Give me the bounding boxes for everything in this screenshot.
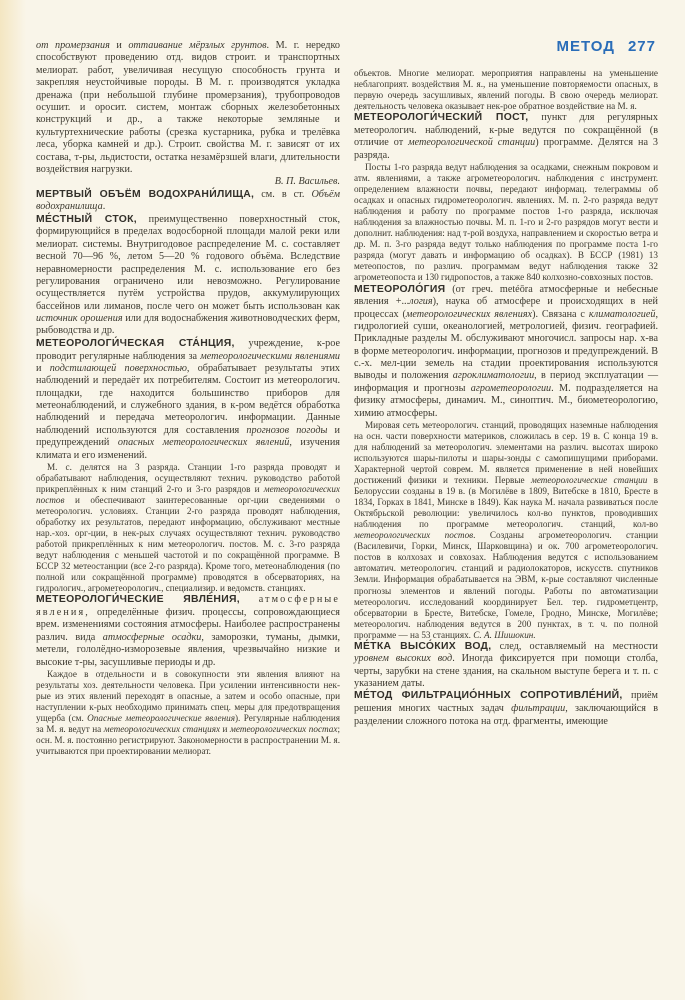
entry-body: пункт для регулярных метеорологич. наблюдений, к-рые ведутся по сокращённой (в отличие от метеорологической станции) программе. Делятся на 3 разряда. [354,112,659,161]
entry-body: определённые физич. процессы, сопровождающиеся врем. изменениями состояния атмосферы. Наиболее распространены различ. вида атмосферные осадки, заморозки, туманы, дымки, метели, гололёдно-изморозевые явления, чрезвычайно низкие и высокие т-ры, засушливые периоды и др. [36,607,340,668]
text-columns [36,40,658,757]
headword: МЕТЕОРОЛОГИ́ЧЕСКИЙ ПОСТ, [354,112,529,124]
entry-small-body: Мировая сеть метеорологич. станций, проводящих наземные наблюдения на осн. части поверхности материков, сложилась в сер. 19 в. С конца 19 в. для наблюдений за метеорологич. элементами на различ. высотах широко используются шары-пилоты и шары-зонды с самопишущими приборами. Характерной чертой соврем. М. является применение в ней новейших достижений физики и техники. Первые метеорологические станции в Белоруссии созданы в 19 в. (в Могилёве в 1809, Витебске в 1810, Бресте в 1834, Горках в 1841, Минске в 1849). Как наука М. начала развиваться после Октябрьской революции: увеличилось кол-во пунктов, проводивших наблюдения по программе метеорологич. станций, кол-во метеорологических постов. Созданы агрометеорологич. станции (Василевичи, Горки, Минск, Шарковщина) и ок. 700 агрометеорологич. постов в колхозах и совхозах. Наблюдения ведутся с использованием автоматич. метеорологич. станций и радиолокаторов, искусств. спутников Земли. Информация обрабатывается на ЭВМ, к-рые составляют численные прогнозы элементов и явлений погоды. Работы по автоматизации метеорологич. исследований координирует Бел. тер. гидрометцентр, обсерватории в Бресте, Витебске, Гомеле, Гродно, Минске, Могилёве; метеорологич. наблюдения ведутся в 200 пунктах, в т. ч. по полной программе — на 53 станциях. [354,420,658,640]
entry-body: преимущественно поверхностный сток, формирующийся в пределах водосборной площади малой реки или мелиорат. системы. Внутригодовое распределение М. с. составляет весной 70—96 %, летом 5—20 % годового объёма. Вследствие неравномерности распределения М. с. использование его без регулирования ограничено или невозможно. Регулирование осуществляется путём устройства прудов, аккумулирующих бассейнов или лиманов, после чего он может быть использован как источник орошения или для водоснабжения животноводческих ферм, рыбоводства и др. [36,213,340,337]
entry-small-text: Посты 1-го разряда ведут наблюдения за осадками, снежным покровом и атм. явлениями, а также агрометеорологич. наблюдения с инструмент. определением влажности почвы, передают информац. телеграммы об осадках и опасных гидрометеорологич. явлениях. М. п. 2-го разряда ведут наблюдения и работу по программе постов 1-го разряда, исключая наблюдения за влажностью почвы. М. п. 1-го и 2-го разрядов могут вести и дополнит. наблюдения: над т-рой воздуха, направлением и скоростью ветра и др. М. п. 3-го разряда ведут только наблюдения по программе поста 1-го разряда (могут давать и информацию об осадках). В БССР (1981) 13 метеопостов, по различ. программам ведут наблюдения также 32 агрометеопоста и 130 гидропостов, а также 840 колхозно-совхозных постов. [354,162,658,283]
entry-meteorologiya [354,284,658,421]
running-head-word: МЕТОД [556,38,615,55]
entry-body: след, оставляемый на местности уровнем высоких вод. Иногда фиксируется при помощи столба, черты, зарубки на стене здания, на скальном выступе берега и т. п. с указанием даты. [354,640,659,690]
headword: МЕТЕОРОЛОГИ́ЧЕСКАЯ СТА́НЦИЯ, [36,337,235,349]
spaced-synonym: атмосферные явления, [36,594,340,619]
entry-body: учреждение, к-рое проводит регулярные наблюдения за метеорологическими явлениями и подстилающей поверхностью, обрабатывает результаты этих наблюдений и передаёт их потребителям. Состоит из метеорологич. площадки, где находится большинство приборов для метеонаблюдений, и служебного здания, в к-ром ведётся обработка наблюдений и передача метеорологич. информации. Данные наблюдений используются для составления прогнозов погоды и предупреждений опасных метеорологических явлений, изучения климата и его изменений. [36,337,341,461]
headword: МЕ́ТКА ВЫСО́КИХ ВОД, [354,640,492,652]
right-column [354,40,658,757]
headword: МЕ́ТОД ФИЛЬТРАЦИО́ННЫХ СОПРОТИВЛЕ́НИЙ, [354,690,623,702]
entry-metka-vysokih-vod [354,641,658,691]
author-signature: С. А. Шишокин. [473,629,536,640]
headword: МЕТЕОРОЛО́ГИЯ [354,283,446,295]
page-number: 277 [627,38,656,55]
continued-small-text: объектов. Многие мелиорат. мероприятия направлены на уменьшение неблагоприят. воздействия М. я., на уменьшение повторяемости опасных, в первую очередь засушливых, явлений погоды. В свою очередь мелиорат. деятельность человека оказывает нек-рое обратное воздействие на М. я. [354,68,658,112]
entry-metod-filtracionnyh [354,690,658,727]
entry-mestnyj-stok [36,214,340,338]
entry-small-text: М. с. делятся на 3 разряда. Станции 1-го разряда проводят и обрабатывают наблюдения, осуществляют технич. руководство работой прикреплённых к ним станций 2-го и 3-го разрядов и метеорологических постов и обеспечивают заинтересованные орг-ции сведениями о метеорологич. условиях. Станции 2-го разряда проводят наблюдения, обработку их результатов, передают информацию, обслуживают местные нар.-хоз. орг-ции, в нек-рых случаях осуществляют технич. руководство работой прикреплённых к ним метеорологич. постов. М. с. 3-го разряда ведут наблюдения с меньшей частотой и по сокращённой программе. В БССР 32 метеостанции (все 2-го разряда). Кроме того, метеонаблюдения (по полной или сокращённой программе) проводятся в обсерваториях, на гидрологич., агрометеорологич., специализир. и ведомств. станциях. [36,462,340,594]
entry-body: см. в ст. Объём водохранилища. [36,188,340,213]
continued-article-text: от промерзания и оттаивание мёрзлых грунтов. М. г. нередко способствуют проведению отд. видов строит. и транспортных мелиорат. работ, увеличивая несущую способность грунта и закрепляя неустойчивые породы. В М. г. производятся укладка дренажа (при небольшой глубине промерзания), трубопроводов осушит. и оросит. систем, монтаж сборных железобетонных конструкций и др., а также некоторые земляные и культуртехнические работы (срезка кустарника, рубка и трелёвка леса, уборка камней и др.). Строит. свойства М. г. зависят от их состава, т-ры, льдистости, остатка незамёрзшей влаги, длительности воздействия нагрузки. [36,40,341,175]
entry-mertvyj-obem [36,189,340,214]
headword: МЕ́СТНЫЙ СТОК, [36,213,137,225]
running-head [354,38,656,56]
left-column [36,40,340,757]
entry-small-text: Каждое в отдельности и в совокупности эти явления влияют на результаты хоз. деятельности человека. При усилении интенсивности нек-рые из этих явлений переходят в опасные, а затем и особо опасные, при наступлении к-рых необходимо принимать спец. меры для предотвращения ущерба (см. Опасные метеорологические явления). Регулярные наблюдения за М. я. ведут на метеорологических станциях и метеорологических постах; осн. М. я. постоянно регистрируют. Закономерности в распространении М. я. учитываются при проектировании мелиорат. [36,669,341,757]
entry-meteopost [354,112,658,162]
entry-body: приём решения многих частных задач фильтрации, заключающийся в разделении сложного потока на отд. фрагменты, имеющие [354,690,659,727]
headword: МЕТЕОРОЛОГИ́ЧЕСКИЕ ЯВЛЕ́НИЯ, [36,594,240,606]
author-signature: В. П. Васильев. [274,176,340,188]
headword: МЕРТВЫЙ ОБЪЁМ ВОДОХРАНИ́ЛИЩА, [36,188,255,200]
entry-meteostanciya [36,338,340,462]
entry-small-text [354,420,658,641]
entry-meteo-yavleniya [36,594,340,669]
entry-body: (от греч. metéōra атмосферные и небесные явления +...логия), наука об атмосфере и происходящих в ней процессах (метеорологических явлениях). Связана с климатологией, гидрологией суши, океанологией, метрологией, физич. географией. Прикладные разделы М. обслуживают многочисл. запросы нар. х-ва в форме метеорологич. информации, прогнозов и предупреждений. В с.-х. мел-ции земель на стадии проектирования используются выводы и положения агроклиматологии, в период эксплуатации — информация и прогнозы агрометеорологии. М. подразделяется на физику атмосферы, динамич. М., синоптич. М., биометеорологию, химию атмосферы. [354,283,659,419]
